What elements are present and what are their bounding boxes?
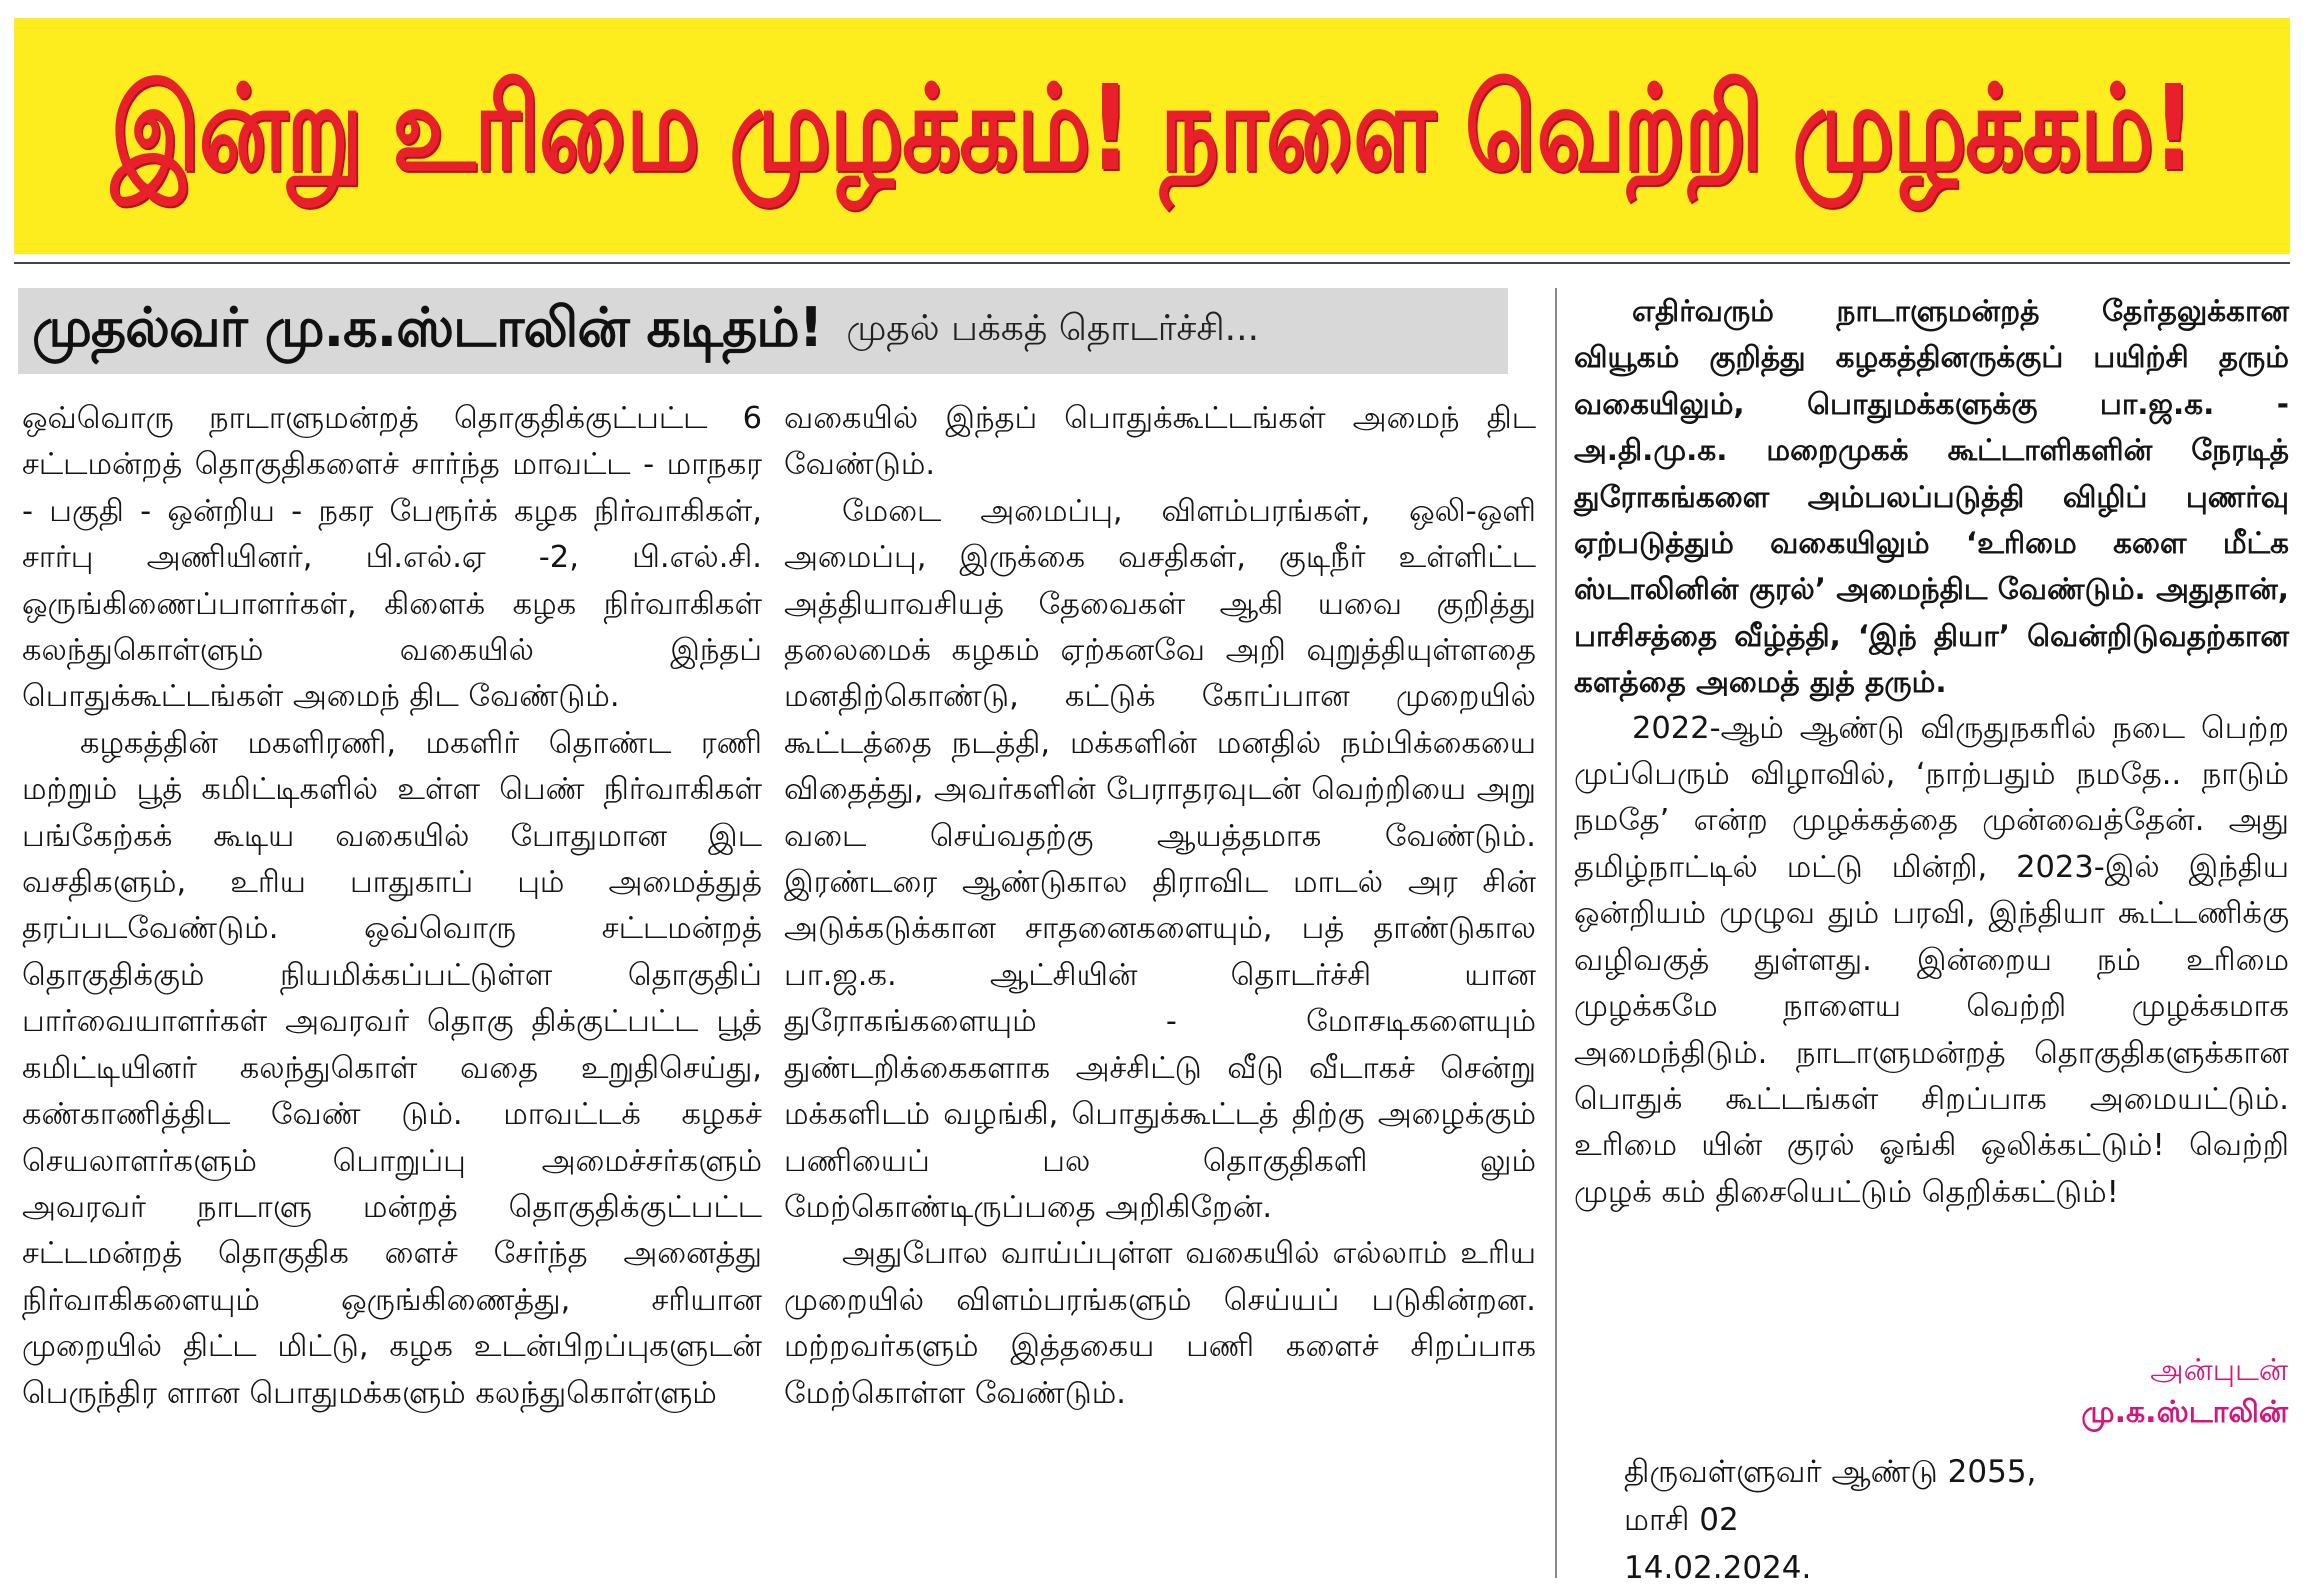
paragraph: எதிர்வரும் நாடாளுமன்றத் தேர்தலுக்கான வியூகம் குறித்து கழகத்தினருக்குப் பயிற்சி தரும் வகையிலும், பொதுமக்களுக்கு பா.ஜ.க. - அ.தி.மு.க. மறைமுகக் கூட்டாளிகளின் நேரடித் துரோகங்களை அம்பலப்படுத்தி விழிப் புணர்வு ஏற்படுத்தும் வகையிலும் ‘உரிமை களை மீட்க ஸ்டாலினின் குரல்’ அமைந்திட வேண்டும். அதுதான், பாசிசத்தை வீழ்த்தி, ‘இந் தியா’ வென்றிடுவதற்கான களத்தை அமைத் துத் தரும்.	[1574, 294, 2289, 700]
signoff-name: மு.க.ஸ்டாலின்	[2081, 1395, 2288, 1430]
article-column-3	[1574, 288, 2289, 1216]
section-header	[18, 288, 1508, 374]
article-column-2	[784, 396, 1536, 1417]
paragraph: 2022-ஆம் ஆண்டு விருதுநகரில் நடை பெற்ற முப்பெரும் விழாவில், ‘நாற்பதும் நமதே.. நாடும் நமதே’ என்ற முழக்கத்தை முன்வைத்தேன். அது தமிழ்நாட்டில் மட்டு மின்றி, 2023-இல் இந்திய ஒன்றியம் முழுவ தும் பரவி, இந்தியா கூட்டணிக்கு வழிவகுத் துள்ளது. இன்றைய நம் உரிமை முழக்கமே நாளைய வெற்றி முழக்கமாக அமைந்திடும். நாடாளுமன்றத் தொகுதிகளுக்கான பொதுக் கூட்டங்கள் சிறப்பாக அமையட்டும். உரிமை யின் குரல் ஓங்கி ஒலிக்கட்டும்! வெற்றி முழக் கம் திசையெட்டும் தெறிக்கட்டும்!	[1574, 710, 2289, 1210]
dateline-date: 14.02.2024.	[1624, 1550, 1812, 1586]
top-divider	[14, 262, 2290, 264]
dateline	[1624, 1448, 2036, 1592]
paragraph: அதுபோல வாய்ப்புள்ள வகையில் எல்லாம் உரிய முறையில் விளம்பரங்களும் செய்யப் படுகின்றன. மற்றவர்களும் இத்தகைய பணி களைச் சிறப்பாக மேற்கொள்ள வேண்டும்.	[784, 1236, 1536, 1411]
paragraph: ஒவ்வொரு நாடாளுமன்றத் தொகுதிக்குட்பட்ட 6 சட்டமன்றத் தொகுதிகளைச் சார்ந்த மாவட்ட - மாநகர - பகுதி - ஒன்றிய - நகர பேரூர்க் கழக நிர்வாகிகள், சார்பு அணியினர், பி.எல்.ஏ -2, பி.எல்.சி. ஒருங்கிணைப்பாளர்கள், கிளைக் கழக நிர்வாகிகள் கலந்துகொள்ளும் வகையில் இந்தப் பொதுக்கூட்டங்கள் அமைந் திட வேண்டும்.	[22, 401, 762, 715]
article-column-1	[22, 396, 762, 1417]
banner-title: இன்று உரிமை முழக்கம்! நாளை வெற்றி முழக்கம்!	[110, 59, 2194, 197]
paragraph: கழகத்தின் மகளிரணி, மகளிர் தொண்ட ரணி மற்றும் பூத் கமிட்டிகளில் உள்ள பெண் நிர்வாகிகள் பங்கேற்கக் கூடிய வகையில் போதுமான இட வசதிகளும், உரிய பாதுகாப் பும் அமைத்துத் தரப்படவேண்டும். ஒவ்வொரு சட்டமன்றத் தொகுதிக்கும் நியமிக்கப்பட்டுள்ள தொகுதிப் பார்வையாளர்கள் அவரவர் தொகு திக்குட்பட்ட பூத் கமிட்டியினர் கலந்துகொள் வதை உறுதிசெய்து, கண்காணித்திட வேண் டும். மாவட்டக் கழகச் செயலாளர்களும் பொறுப்பு அமைச்சர்களும் அவரவர் நாடாளு மன்றத் தொகுதிக்குட்பட்ட சட்டமன்றத் தொகுதிக ளைச் சேர்ந்த அனைத்து நிர்வாகிகளையும் ஒருங்கிணைத்து, சரியான முறையில் திட்ட மிட்டு, கழக உடன்பிறப்புகளுடன் பெருந்திர ளான பொதுமக்களும் கலந்துகொள்ளும்	[22, 725, 762, 1411]
signoff-block	[1574, 1350, 2288, 1434]
paragraph: வகையில் இந்தப் பொதுக்கூட்டங்கள் அமைந் திட வேண்டும்.	[784, 401, 1536, 483]
column-divider	[1555, 288, 1557, 1578]
continuation-note: முதல் பக்கத் தொடர்ச்சி...	[846, 308, 1260, 349]
dateline-month: மாசி 02	[1624, 1502, 1739, 1538]
title-banner	[14, 18, 2290, 254]
signoff-greeting: அன்புடன்	[2150, 1353, 2288, 1388]
dateline-year: திருவள்ளுவர் ஆண்டு 2055,	[1624, 1454, 2037, 1490]
letter-headline: முதல்வர் மு.க.ஸ்டாலின் கடிதம்!	[32, 295, 823, 359]
paragraph: மேடை அமைப்பு, விளம்பரங்கள், ஒலி-ஒளி அமைப்பு, இருக்கை வசதிகள், குடிநீர் உள்ளிட்ட அத்தியாவசியத் தேவைகள் ஆகி யவை குறித்து தலைமைக் கழகம் ஏற்கனவே அறி வுறுத்தியுள்ளதை மனதிற்கொண்டு, கட்டுக் கோப்பான முறையில் கூட்டத்தை நடத்தி, மக்களின் மனதில் நம்பிக்கையை விதைத்து, அவர்களின் பேராதரவுடன் வெற்றியை அறு வடை செய்வதற்கு ஆயத்தமாக வேண்டும். இரண்டரை ஆண்டுகால திராவிட மாடல் அர சின் அடுக்கடுக்கான சாதனைகளையும், பத் தாண்டுகால பா.ஜ.க. ஆட்சியின் தொடர்ச்சி யான துரோகங்களையும் - மோசடிகளையும் துண்டறிக்கைகளாக அச்சிட்டு வீடு வீடாகச் சென்று மக்களிடம் வழங்கி, பொதுக்கூட்டத் திற்கு அழைக்கும் பணியைப் பல தொகுதிகளி லும் மேற்கொண்டிருப்பதை அறிகிறேன்.	[784, 493, 1536, 1225]
